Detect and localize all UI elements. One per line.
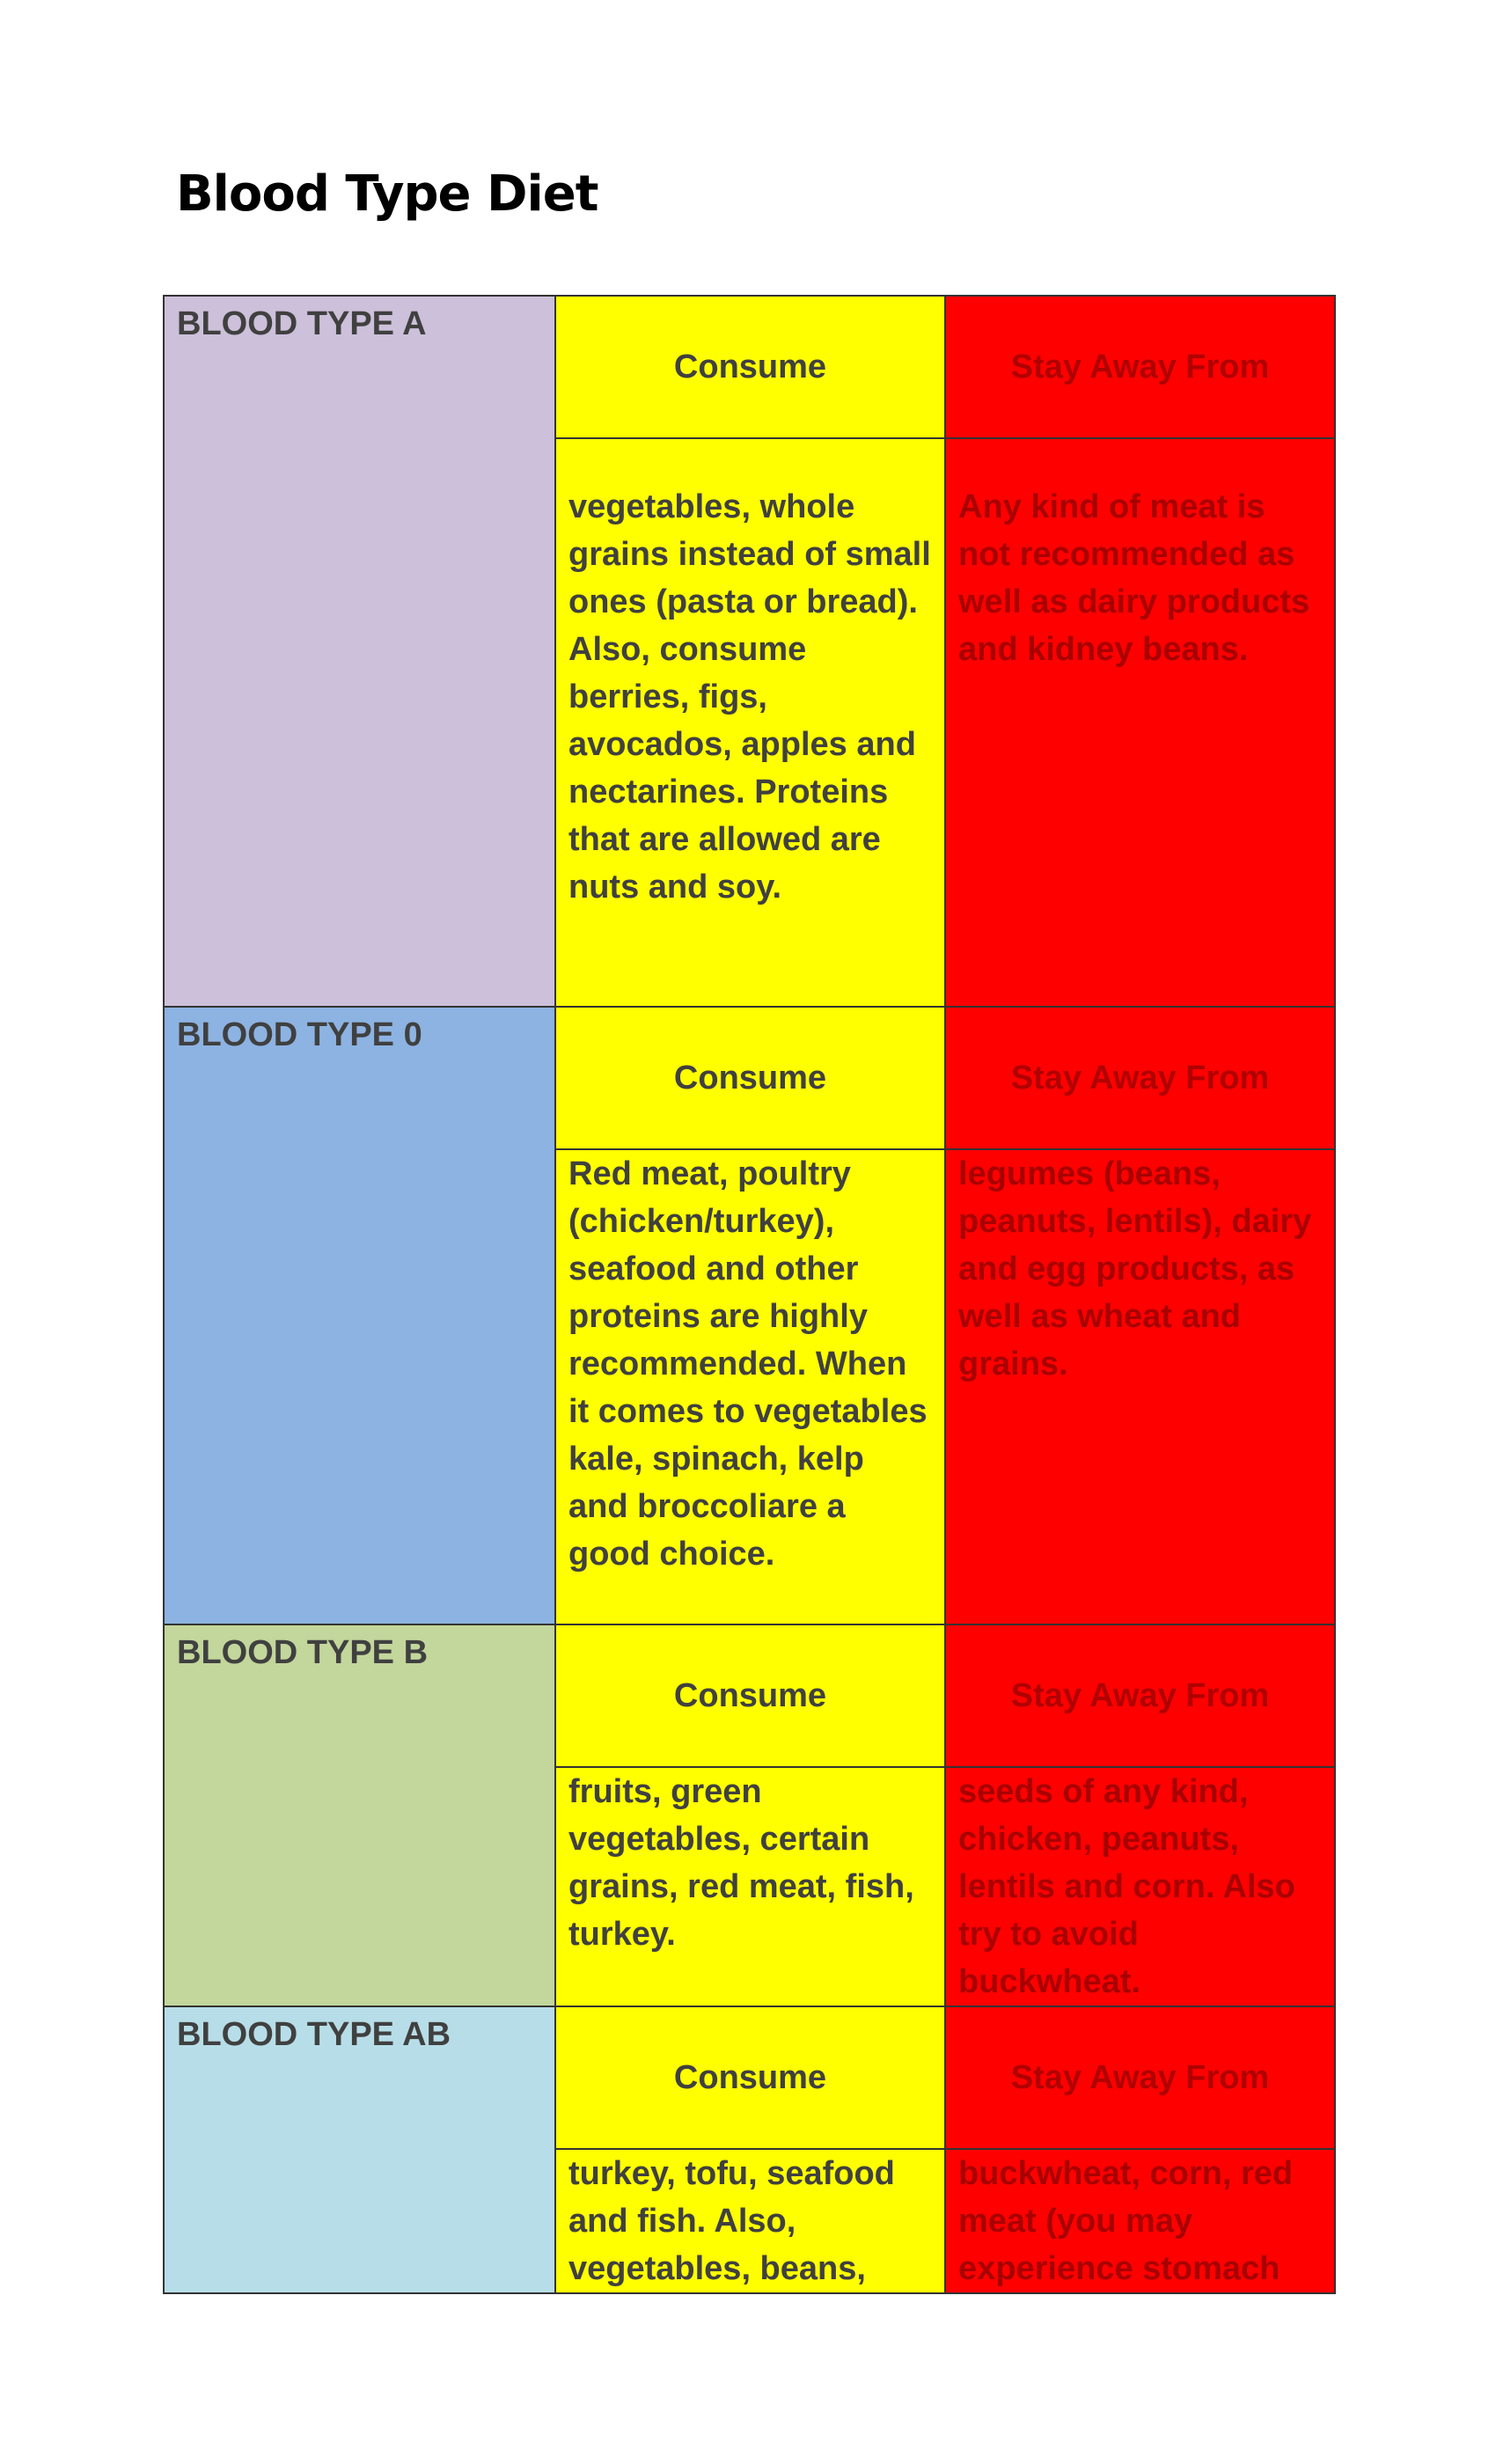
blood-type-label: BLOOD TYPE A <box>177 305 427 342</box>
page-title: Blood Type Diet <box>176 165 598 223</box>
consume-cell <box>555 438 945 1007</box>
blood-type-ab-cell <box>164 2006 555 2293</box>
avoid-header: Stay Away From <box>945 1624 1335 1767</box>
avoid-cell <box>945 2149 1335 2293</box>
avoid-text: buckwheat, corn, red meat (you may experience stomach <box>958 2155 1294 2287</box>
consume-text: vegetables, whole grains instead of small ones (pasta or bread). Also, consume berries, figs, avocados, apples and nectarines. Proteins that are allowed are nuts and soy. <box>568 488 931 906</box>
consume-text: turkey, tofu, seafood and fish. Also, vegetables, beans, <box>568 2155 895 2287</box>
table-row <box>164 296 1335 438</box>
consume-header: Consume <box>555 1624 945 1767</box>
consume-header: Consume <box>555 2006 945 2149</box>
blood-type-a-cell <box>164 296 555 1007</box>
avoid-cell <box>945 1767 1335 2006</box>
consume-cell <box>555 1767 945 2006</box>
avoid-header: Stay Away From <box>945 2006 1335 2149</box>
avoid-header: Stay Away From <box>945 296 1335 438</box>
blood-type-table <box>163 295 1336 2294</box>
table-row <box>164 1624 1335 1767</box>
avoid-cell <box>945 438 1335 1007</box>
consume-text: Red meat, poultry (chicken/turkey), seafood and other proteins are highly recommended. When it comes to vegetables kale, spinach, kelp and broccoliare a good choice. <box>568 1155 928 1573</box>
blood-type-b-cell <box>164 1624 555 2006</box>
avoid-cell <box>945 1149 1335 1624</box>
blood-type-label: BLOOD TYPE B <box>177 1634 429 1671</box>
consume-cell <box>555 1149 945 1624</box>
blood-type-o-cell <box>164 1007 555 1624</box>
avoid-text: seeds of any kind, chicken, peanuts, lentils and corn. Also try to avoid buckwheat. <box>958 1773 1295 2000</box>
avoid-text: Any kind of meat is not recommended as well as dairy products and kidney beans. <box>958 488 1310 668</box>
consume-header: Consume <box>555 296 945 438</box>
blood-type-label: BLOOD TYPE 0 <box>177 1016 422 1053</box>
consume-text: fruits, green vegetables, certain grains, red meat, fish, turkey. <box>568 1773 914 1953</box>
table-row <box>164 2006 1335 2149</box>
avoid-text: legumes (beans, peanuts, lentils), dairy and egg products, as well as wheat and grains. <box>958 1155 1312 1382</box>
blood-type-label: BLOOD TYPE AB <box>177 2016 451 2053</box>
consume-header: Consume <box>555 1007 945 1149</box>
table-row <box>164 1007 1335 1149</box>
avoid-header: Stay Away From <box>945 1007 1335 1149</box>
consume-cell <box>555 2149 945 2293</box>
